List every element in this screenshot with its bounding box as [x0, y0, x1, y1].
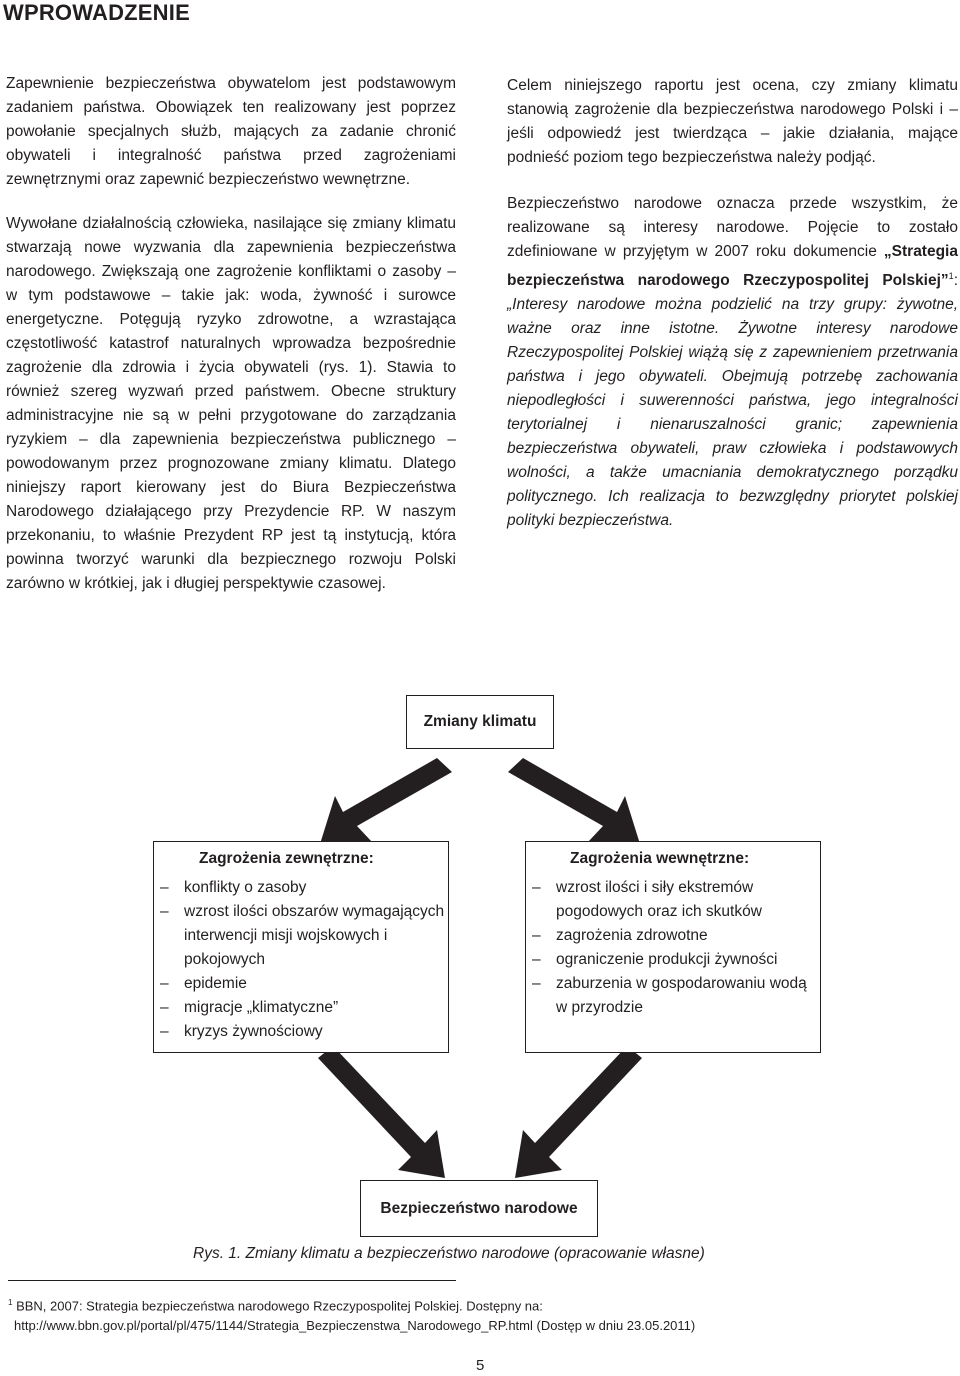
footnote — [8, 1293, 695, 1336]
arrow-to-internal-threats — [508, 758, 640, 844]
page-number: 5 — [476, 1357, 485, 1374]
climate-change-label: Zmiany klimatu — [423, 713, 537, 730]
footnote-divider — [8, 1280, 456, 1281]
climate-change-box — [406, 695, 554, 749]
list-item: – ograniczenie produkcji żywności — [532, 951, 778, 968]
paragraph-report-goal: Celem niniejszego raportu jest ocena, czy zmiany klimatu stanowią zagrożenie dla bezpieczeństwa narodowego Polski i – jeśli odpowiedź jest twierdząca – jakie działania, mające podnieść poziom tego bezpieczeństwa należy podjąć. — [507, 77, 958, 166]
section-title: WPROWADZENIE — [3, 0, 190, 25]
national-security-box — [360, 1180, 598, 1237]
footnote-line-1: BBN, 2007: Strategia bezpieczeństwa narodowego Rzeczypospolitej Polskiej. Dostępny na: — [16, 1298, 543, 1314]
list-item: – migracje „klimatyczne” — [160, 999, 339, 1016]
arrow-internal-to-security — [515, 1046, 642, 1178]
arrow-to-external-threats — [320, 758, 452, 844]
list-item: – epidemie — [160, 975, 247, 992]
national-security-label: Bezpieczeństwo narodowe — [380, 1199, 578, 1217]
list-item: – zaburzenia w gospodarowaniu wodą w przyrodzie — [532, 975, 807, 1016]
footnote-marker: 1 — [8, 1298, 13, 1307]
paragraph-national-security-start: Bezpieczeństwo narodowe oznacza przede wszystkim, że realizowane są interesy narodowe. Pojęcie to zostało zdefiniowane w przyjętym w 2007 roku dokumencie — [507, 195, 958, 260]
arrow-external-to-security — [318, 1046, 445, 1178]
strategy-quote: „Interesy narodowe można podzielić na trzy grupy: żywotne, ważne oraz inne istotne. Żywotne interesy narodowe Rzeczypospolitej Polskiej wiążą się z zapewnieniem przetrwania państwa i jego obywateli. Obejmują potrzebę zachowania niepodległości i suwerenności państwa, jego integralności terytorialnej i nienaruszalności granic; zapewnienia bezpieczeństwa obywateli, praw człowieka i podstawowych wolności, a także umacniania demokratycznego porządku politycznego. Ich realizacja to bezwzględny priorytet polskiej polityki bezpieczeństwa. — [507, 296, 958, 530]
internal-threats-box — [525, 841, 821, 1053]
paragraph-climate-challenges: Wywołane działalnością człowieka, nasilające się zmiany klimatu stwarzają nowe wyzwania dla zapewnienia bezpieczeństwa narodowego. Zwiększają one zagrożenie konfliktami o zasoby – w tym podstawowe – takie jak: woda, żywność i surowce energetyczne. Potęgują ryzyko zdrowotne, a wzrastająca częstotliwość katastrof naturalnych wprowadza bezpośrednie zagrożenie dla zdrowia i życia obywateli (rys. 1). Stawia to również szereg wyzwań przed państwem. Obecne struktury administracyjne nie są w pełni przygotowane do zarządzania ryzykiem – dla zapewnienia bezpieczeństwa publicznego – powodowanym przez prognozowane zmiany klimatu. Dlatego niniejszy raport kierowany jest do Biura Bezpieczeństwa Narodowego działającego przy Prezydencie RP. W naszym przekonaniu, to właśnie Prezydent RP jest tą instytucją, która powinna tworzyć warunki dla bezpiecznego rozwoju Polski zarówno w krótkiej, jak i długiej perspektywie czasowej. — [6, 215, 456, 592]
paragraph-intro: Zapewnienie bezpieczeństwa obywatelom jest podstawowym zadaniem państwa. Obowiązek ten realizowany jest poprzez powołanie specjalnych służb, mających za zadanie chronić obywateli i integralność państwa przed zagrożeniami zewnętrznymi oraz zapewnić bezpieczeństwo wewnętrzne. — [6, 75, 456, 188]
colon: : — [953, 272, 958, 290]
footnote-line-2[interactable]: http://www.bbn.gov.pl/portal/pl/475/1144/Strategia_Bezpieczenstwa_Narodowego_RP.html (Dostęp w dniu 23.05.2011) — [14, 1318, 696, 1334]
list-item: – zagrożenia zdrowotne — [532, 927, 708, 944]
footnote-ref: 1 — [948, 271, 954, 281]
figure-caption: Rys. 1. Zmiany klimatu a bezpieczeństwo narodowe (opracowanie własne) — [193, 1245, 705, 1262]
list-item: – konflikty o zasoby — [160, 879, 307, 896]
internal-threats-list — [526, 870, 820, 1020]
external-threats-list — [154, 870, 448, 1044]
list-item: – kryzys żywnościowy — [160, 1023, 323, 1040]
external-threats-box — [153, 841, 449, 1053]
left-column — [6, 72, 456, 616]
list-item: – wzrost ilości obszarów wymagających interwencji misji wojskowych i pokojowych — [160, 903, 445, 968]
list-item: – wzrost ilości i siły ekstremów pogodowych oraz ich skutków — [532, 879, 762, 920]
paragraph-national-security — [507, 192, 958, 533]
internal-threats-title: Zagrożenia wewnętrzne: — [570, 850, 750, 867]
external-threats-title: Zagrożenia zewnętrzne: — [199, 850, 374, 867]
right-column — [507, 74, 958, 553]
strategy-document-title: „Strategia bezpieczeństwa narodowego Rzeczypospolitej Polskiej” — [507, 243, 958, 290]
